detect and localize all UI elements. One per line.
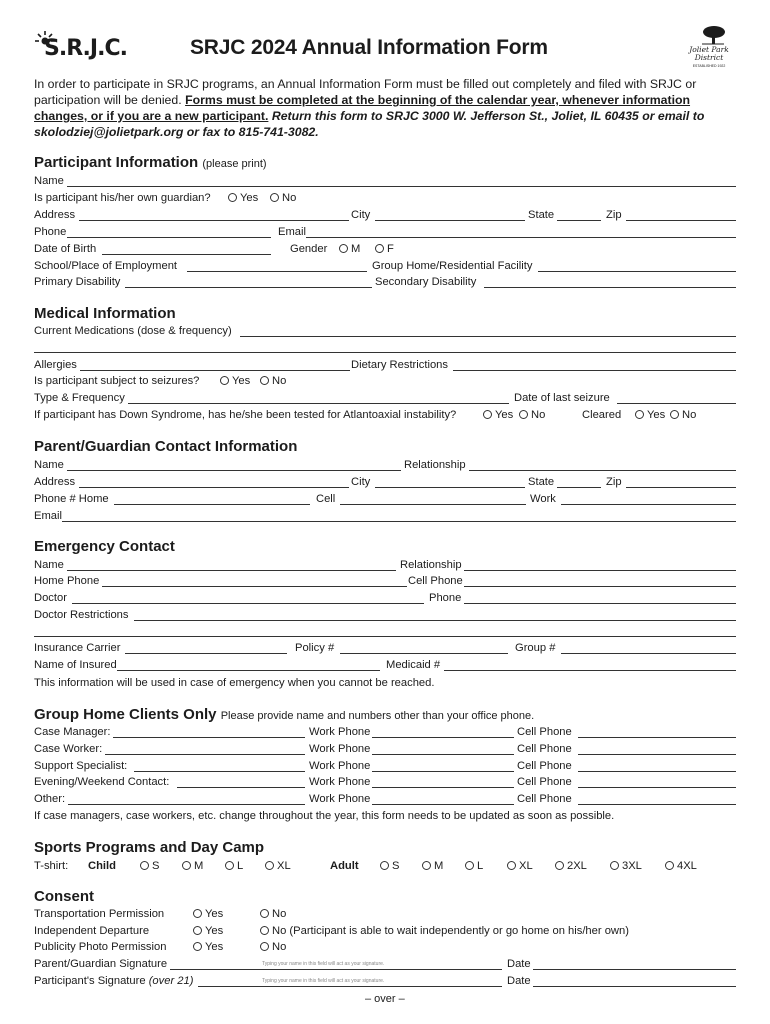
cleared-label: Cleared	[582, 409, 622, 421]
dietary-field[interactable]	[453, 370, 736, 371]
parent-name-label: Name	[34, 459, 64, 471]
grouphome-cell-label: Cell Phone	[517, 760, 572, 772]
policy-field[interactable]	[340, 653, 508, 654]
radio-icon	[519, 410, 528, 419]
signature-placeholder: Typing your name in this field will act as your signature.	[262, 978, 385, 984]
intro-paragraph: In order to participate in SRJC programs, an Annual Information Form must be filled out completely and filed with SRJC or participation will be denied. Forms must be completed at the beginning of the calendar year, whenever information changes, or if you are a new participant. Return this form to SRJC 3000 W. Jefferson St., Joliet, IL 60435 or email to skolodziej@jolietpark.org or fax to 815-741-3082.	[34, 77, 705, 139]
parent-address-label: Address	[34, 476, 76, 488]
parent-work-field[interactable]	[561, 504, 736, 505]
grouphome-cell-label: Cell Phone	[517, 726, 572, 738]
parent-home-phone-field[interactable]	[114, 504, 310, 505]
allergies-field[interactable]	[80, 370, 350, 371]
radio-icon	[228, 193, 237, 202]
radio-icon	[260, 909, 269, 918]
parent-state-label: State	[528, 476, 555, 488]
park-district-est: ESTABLISHED 1922	[692, 64, 726, 68]
transport-yes[interactable]: Yes	[193, 908, 223, 920]
guardian-no[interactable]: No	[270, 192, 296, 204]
doctor-phone-label: Phone	[429, 592, 462, 604]
park-district-logo	[676, 24, 738, 66]
parent-heading: Parent/Guardian Contact Information	[34, 438, 298, 455]
tshirt-label: T-shirt:	[34, 860, 69, 872]
parent-date-label: Date	[507, 958, 531, 970]
doctor-field[interactable]	[72, 603, 424, 604]
independent-no[interactable]: No (Participant is able to wait independently or go home on his/her own)	[260, 925, 629, 937]
grouphome-work-label: Work Phone	[309, 743, 371, 755]
medications-field[interactable]	[240, 336, 736, 337]
independent-label: Independent Departure	[34, 925, 150, 937]
participant-phone-field[interactable]	[67, 237, 271, 238]
guardian-yes[interactable]: Yes	[228, 192, 258, 204]
participant-zip-field[interactable]	[626, 220, 736, 221]
grouphome-cell-label: Cell Phone	[517, 793, 572, 805]
adult-size-l[interactable]: L	[465, 860, 483, 872]
emergency-relationship-label: Relationship	[400, 559, 462, 571]
seizure-type-label: Type & Frequency	[34, 392, 125, 404]
child-size-s[interactable]: S	[140, 860, 159, 872]
radio-icon	[339, 244, 348, 253]
policy-label: Policy #	[295, 642, 335, 654]
grouphome-cell-label: Cell Phone	[517, 776, 572, 788]
gender-label: Gender	[290, 243, 328, 255]
radio-icon	[555, 861, 564, 870]
participant-heading: Participant Information (please print)	[34, 154, 267, 171]
allergies-label: Allergies	[34, 359, 77, 371]
parent-zip-label: Zip	[606, 476, 622, 488]
transport-no[interactable]: No	[260, 908, 286, 920]
intro-return: Return this form to SRJC 3000 W. Jefferson St., Joliet, IL 60435 or email to skolodziej@jolietpark.org or fax to 815-741-3082.	[34, 109, 705, 139]
parent-relationship-field[interactable]	[469, 470, 736, 471]
doctor-restrictions-field[interactable]	[134, 620, 736, 621]
doctor-restrictions-label: Doctor Restrictions	[34, 609, 129, 621]
grouphome-work-field[interactable]	[372, 787, 514, 788]
primary-disability-field[interactable]	[125, 287, 372, 288]
insured-name-field[interactable]	[117, 670, 380, 671]
publicity-no[interactable]: No	[260, 941, 286, 953]
grouphome-footnote: If case managers, case workers, etc. change throughout the year, this form needs to be updated as soon as possible.	[34, 810, 615, 822]
radio-icon	[193, 926, 202, 935]
group-home-field[interactable]	[538, 271, 736, 272]
parent-signature-field[interactable]	[170, 969, 502, 970]
child-size-xl[interactable]: XL	[265, 860, 291, 872]
transport-label: Transportation Permission	[34, 908, 165, 920]
grouphome-work-label: Work Phone	[309, 760, 371, 772]
parent-home-phone-label: Phone # Home	[34, 493, 109, 505]
grouphome-row-label: Support Specialist:	[34, 760, 128, 772]
gender-f[interactable]: F	[375, 243, 394, 255]
emergency-name-field[interactable]	[67, 570, 396, 571]
grouphome-work-field[interactable]	[372, 771, 514, 772]
adult-size-m[interactable]: M	[422, 860, 443, 872]
insurance-field[interactable]	[125, 653, 287, 654]
participant-state-label: State	[528, 209, 555, 221]
participant-signature-field[interactable]	[198, 986, 502, 987]
parent-city-field[interactable]	[375, 487, 525, 488]
emergency-cell-field[interactable]	[464, 586, 736, 587]
participant-city-label: City	[351, 209, 371, 221]
grouphome-cell-field[interactable]	[578, 787, 736, 788]
insured-name-label: Name of Insured	[34, 659, 117, 671]
seizure-yes[interactable]: Yes	[220, 375, 250, 387]
radio-icon	[260, 926, 269, 935]
parent-name-field[interactable]	[67, 470, 401, 471]
participant-address-label: Address	[34, 209, 76, 221]
medicaid-label: Medicaid #	[386, 659, 441, 671]
consent-heading: Consent	[34, 888, 94, 905]
radio-icon	[380, 861, 389, 870]
radio-icon	[193, 942, 202, 951]
grouphome-heading: Group Home Clients Only Please provide name and numbers other than your office phone.	[34, 706, 535, 723]
tested-no[interactable]: No	[519, 409, 545, 421]
radio-icon	[375, 244, 384, 253]
radio-icon	[670, 410, 679, 419]
participant-phone-label: Phone	[34, 226, 67, 238]
last-seizure-label: Date of last seizure	[514, 392, 610, 404]
grouphome-work-field[interactable]	[372, 737, 514, 738]
child-label: Child	[88, 860, 116, 872]
parent-date-field[interactable]	[533, 969, 736, 970]
grouphome-cell-field[interactable]	[578, 737, 736, 738]
radio-icon	[610, 861, 619, 870]
adult-label: Adult	[330, 860, 359, 872]
emergency-cell-label: Cell Phone	[408, 575, 463, 587]
guardian-question: Is participant his/her own guardian?	[34, 192, 211, 204]
page-title: SRJC 2024 Annual Information Form	[190, 36, 548, 59]
participant-address-field[interactable]	[79, 220, 349, 221]
seizure-type-field[interactable]	[128, 403, 509, 404]
medications-label: Current Medications (dose & frequency)	[34, 325, 232, 337]
signature-placeholder: Typing your name in this field will act as your signature.	[262, 961, 385, 967]
adult-size-xl[interactable]: XL	[507, 860, 533, 872]
insurance-label: Insurance Carrier	[34, 642, 121, 654]
park-district-name: Joliet Park District	[689, 45, 729, 62]
participant-date-field[interactable]	[533, 986, 736, 987]
doctor-phone-field[interactable]	[464, 603, 736, 604]
participant-zip-label: Zip	[606, 209, 622, 221]
grouphome-work-label: Work Phone	[309, 776, 371, 788]
seizure-no[interactable]: No	[260, 375, 286, 387]
radio-icon	[193, 909, 202, 918]
parent-address-field[interactable]	[79, 487, 349, 488]
child-size-l[interactable]: L	[225, 860, 243, 872]
radio-icon	[483, 410, 492, 419]
gender-m[interactable]: M	[339, 243, 360, 255]
emergency-relationship-field[interactable]	[464, 570, 736, 571]
adult-size-2xl[interactable]: 2XL	[555, 860, 587, 872]
publicity-yes[interactable]: Yes	[193, 941, 223, 953]
emergency-home-phone-label: Home Phone	[34, 575, 100, 587]
participant-signature-label: Participant's Signature (over 21)	[34, 975, 194, 987]
radio-icon	[260, 376, 269, 385]
grouphome-name-field[interactable]	[105, 754, 305, 755]
grouphome-name-field[interactable]	[68, 804, 305, 805]
medicaid-field[interactable]	[444, 670, 736, 671]
parent-cell-label: Cell	[316, 493, 336, 505]
parent-email-label: Email	[34, 510, 62, 522]
secondary-disability-label: Secondary Disability	[375, 276, 477, 288]
grouphome-work-label: Work Phone	[309, 726, 371, 738]
grouphome-name-field[interactable]	[177, 787, 305, 788]
intro-underlined: Forms must be completed at the beginning of the calendar year, whenever information changes, or if you are a new participant.	[34, 93, 691, 123]
radio-icon	[507, 861, 516, 870]
grouphome-work-field[interactable]	[372, 754, 514, 755]
grouphome-cell-field[interactable]	[578, 771, 736, 772]
last-seizure-field[interactable]	[617, 403, 736, 404]
page-footer-over: – over –	[365, 993, 405, 1005]
dietary-label: Dietary Restrictions	[351, 359, 448, 371]
medications-field-2[interactable]	[34, 352, 736, 353]
tested-yes[interactable]: Yes	[483, 409, 513, 421]
parent-state-field[interactable]	[557, 487, 601, 488]
logo-text: S.R.J.C.	[44, 36, 127, 61]
parent-city-label: City	[351, 476, 371, 488]
parent-email-field[interactable]	[62, 521, 736, 522]
child-size-m[interactable]: M	[182, 860, 203, 872]
radio-icon	[265, 861, 274, 870]
participant-date-label: Date	[507, 975, 531, 987]
dob-label: Date of Birth	[34, 243, 97, 255]
medical-heading: Medical Information	[34, 305, 176, 322]
group-number-label: Group #	[515, 642, 556, 654]
participant-name-field[interactable]	[67, 186, 736, 187]
adult-size-s[interactable]: S	[380, 860, 399, 872]
dob-field[interactable]	[102, 254, 271, 255]
participant-name-label: Name	[34, 175, 64, 187]
adult-size-4xl[interactable]: 4XL	[665, 860, 697, 872]
grouphome-cell-field[interactable]	[578, 754, 736, 755]
grouphome-row-label: Evening/Weekend Contact:	[34, 776, 170, 788]
emergency-note: This information will be used in case of emergency when you cannot be reached.	[34, 677, 435, 689]
srjc-logo	[34, 30, 127, 62]
radio-icon	[665, 861, 674, 870]
radio-icon	[260, 942, 269, 951]
parent-relationship-label: Relationship	[404, 459, 466, 471]
parent-cell-field[interactable]	[340, 504, 526, 505]
doctor-label: Doctor	[34, 592, 67, 604]
radio-icon	[220, 376, 229, 385]
grouphome-work-label: Work Phone	[309, 793, 371, 805]
secondary-disability-field[interactable]	[484, 287, 736, 288]
participant-email-field[interactable]	[306, 237, 736, 238]
seizure-question: Is participant subject to seizures?	[34, 375, 200, 387]
parent-work-label: Work	[530, 493, 556, 505]
grouphome-cell-label: Cell Phone	[517, 743, 572, 755]
adult-size-3xl[interactable]: 3XL	[610, 860, 642, 872]
radio-icon	[422, 861, 431, 870]
participant-state-field[interactable]	[557, 220, 601, 221]
cleared-yes[interactable]: Yes	[635, 409, 665, 421]
cleared-no[interactable]: No	[670, 409, 696, 421]
grouphome-row-label: Other:	[34, 793, 66, 805]
radio-icon	[635, 410, 644, 419]
group-number-field[interactable]	[561, 653, 736, 654]
emergency-name-label: Name	[34, 559, 64, 571]
emergency-heading: Emergency Contact	[34, 538, 175, 555]
radio-icon	[270, 193, 279, 202]
publicity-label: Publicity Photo Permission	[34, 941, 167, 953]
radio-icon	[140, 861, 149, 870]
participant-email-label: Email	[278, 226, 306, 238]
grouphome-row-label: Case Manager:	[34, 726, 111, 738]
independent-yes[interactable]: Yes	[193, 925, 223, 937]
primary-disability-label: Primary Disability	[34, 276, 121, 288]
school-label: School/Place of Employment	[34, 260, 178, 272]
radio-icon	[465, 861, 474, 870]
radio-icon	[182, 861, 191, 870]
doctor-restrictions-field-2[interactable]	[34, 636, 736, 637]
tree-icon	[700, 24, 726, 46]
radio-icon	[225, 861, 234, 870]
parent-zip-field[interactable]	[626, 487, 736, 488]
grouphome-name-field[interactable]	[134, 771, 305, 772]
emergency-home-phone-field[interactable]	[102, 586, 407, 587]
sports-heading: Sports Programs and Day Camp	[34, 839, 265, 856]
participant-city-field[interactable]	[375, 220, 525, 221]
school-field[interactable]	[187, 271, 367, 272]
parent-signature-label: Parent/Guardian Signature	[34, 958, 168, 970]
down-syndrome-question: If participant has Down Syndrome, has he/she been tested for Atlantoaxial instability?	[34, 409, 457, 421]
group-home-label: Group Home/Residential Facility	[372, 260, 533, 272]
grouphome-row-label: Case Worker:	[34, 743, 103, 755]
grouphome-name-field[interactable]	[113, 737, 305, 738]
grouphome-cell-field[interactable]	[578, 804, 736, 805]
grouphome-work-field[interactable]	[372, 804, 514, 805]
